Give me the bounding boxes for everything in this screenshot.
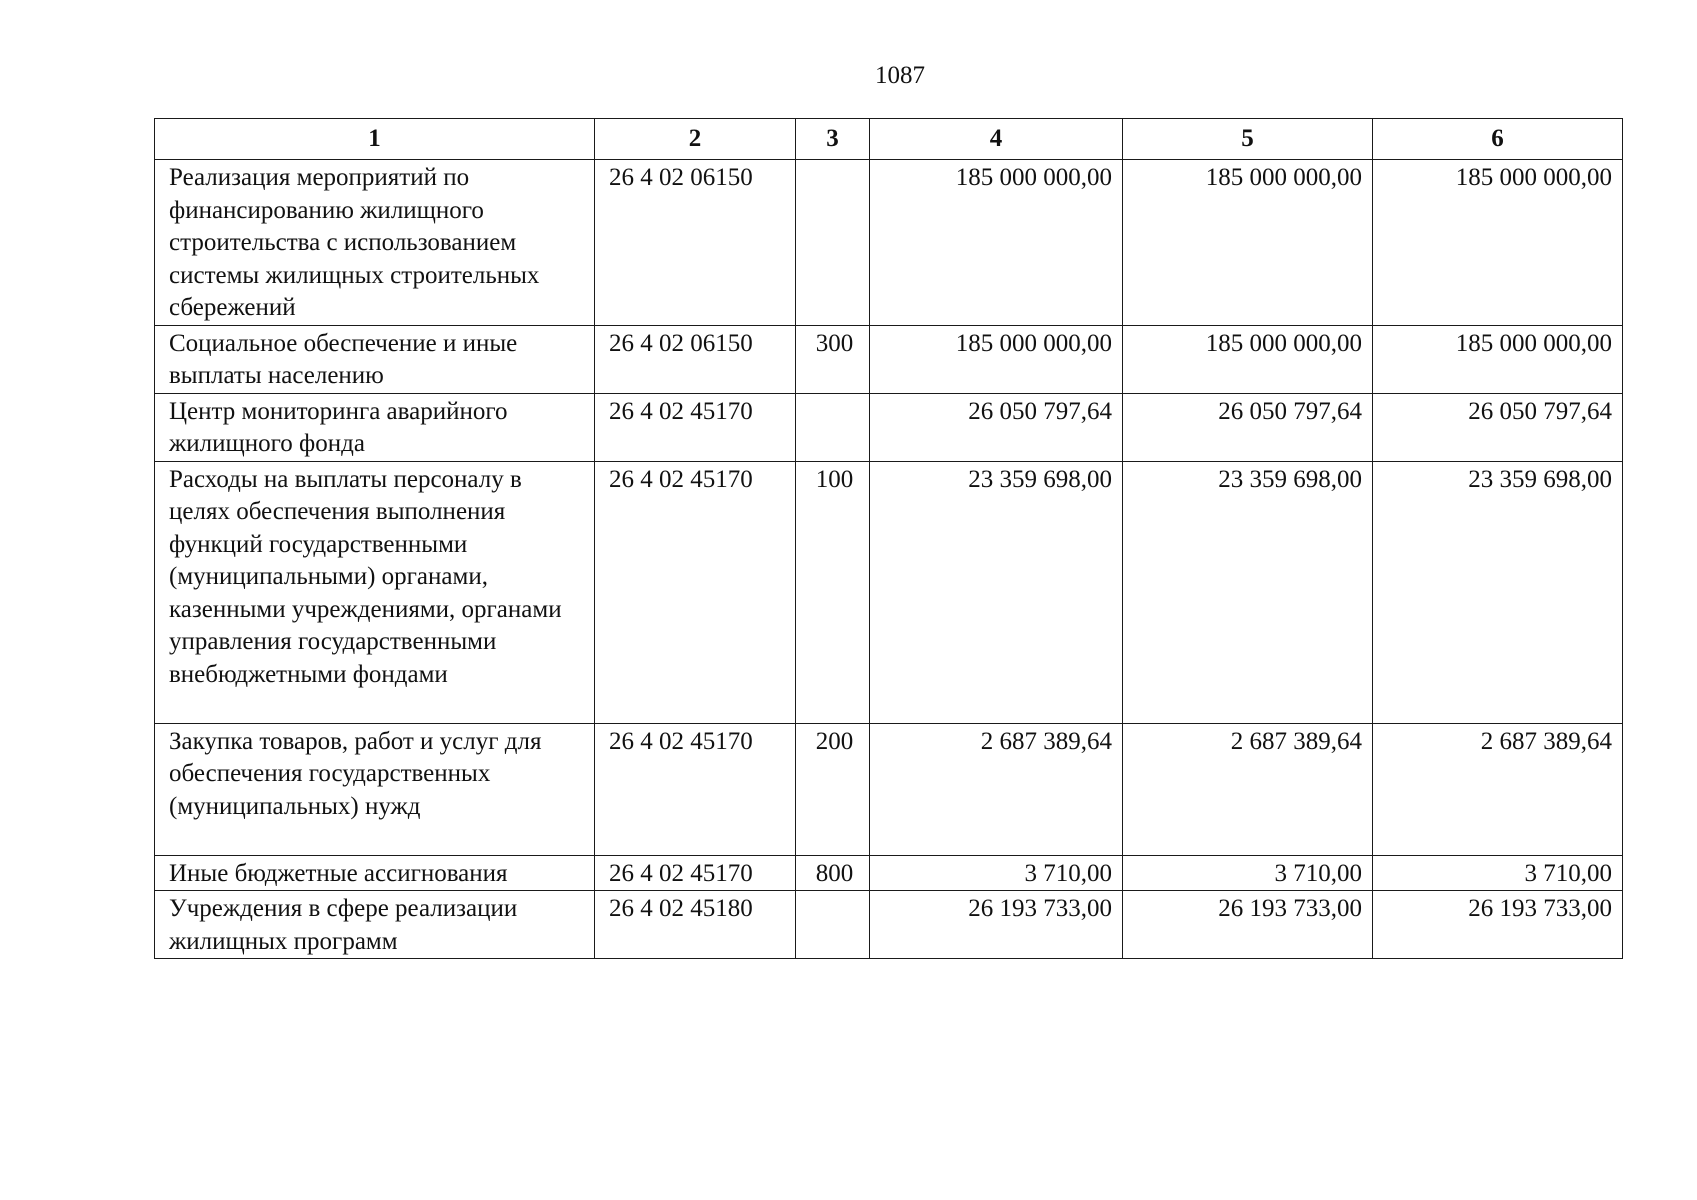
row-type: [796, 393, 870, 461]
column-header-6: 6: [1373, 119, 1623, 160]
row-code: 26 4 02 45170: [595, 461, 796, 723]
table-row: [155, 461, 1623, 723]
row-value-4: 26 050 797,64: [870, 393, 1123, 461]
row-value-6: 185 000 000,00: [1373, 160, 1623, 326]
row-type: 300: [796, 325, 870, 393]
row-value-5: 3 710,00: [1123, 855, 1373, 891]
row-value-6: 23 359 698,00: [1373, 461, 1623, 723]
row-type: [796, 891, 870, 959]
row-value-5: 26 193 733,00: [1123, 891, 1373, 959]
column-header-5: 5: [1123, 119, 1373, 160]
row-value-4: 26 193 733,00: [870, 891, 1123, 959]
row-value-5: 185 000 000,00: [1123, 325, 1373, 393]
row-type: 100: [796, 461, 870, 723]
row-name: Учреждения в сфере реализации жилищных программ: [155, 891, 595, 959]
row-name: Реализация мероприятий по финансированию жилищного строительства с использованием системы жилищных строительных сбережений: [155, 160, 595, 326]
row-type: 200: [796, 723, 870, 855]
column-header-3: 3: [796, 119, 870, 160]
row-name: Социальное обеспечение и иные выплаты населению: [155, 325, 595, 393]
row-type: 800: [796, 855, 870, 891]
row-code: 26 4 02 06150: [595, 325, 796, 393]
table-row: [155, 325, 1623, 393]
page-number: 1087: [875, 62, 925, 89]
row-value-6: 26 193 733,00: [1373, 891, 1623, 959]
row-value-6: 2 687 389,64: [1373, 723, 1623, 855]
budget-table: [154, 118, 1623, 959]
row-name: Центр мониторинга аварийного жилищного фонда: [155, 393, 595, 461]
row-value-4: 3 710,00: [870, 855, 1123, 891]
table-row: [155, 723, 1623, 855]
row-code: 26 4 02 45170: [595, 855, 796, 891]
table-row: [155, 891, 1623, 959]
row-value-6: 3 710,00: [1373, 855, 1623, 891]
row-value-4: 23 359 698,00: [870, 461, 1123, 723]
row-type: [796, 160, 870, 326]
row-value-5: 23 359 698,00: [1123, 461, 1373, 723]
table-row: [155, 160, 1623, 326]
row-value-6: 26 050 797,64: [1373, 393, 1623, 461]
column-header-4: 4: [870, 119, 1123, 160]
row-value-5: 26 050 797,64: [1123, 393, 1373, 461]
table-row: [155, 855, 1623, 891]
row-name: Расходы на выплаты персоналу в целях обеспечения выполнения функций государственными (муниципальными) органами, казенными учреждениями, органами управления государственными внебюджетными фондами: [155, 461, 595, 723]
row-value-5: 185 000 000,00: [1123, 160, 1373, 326]
row-value-4: 185 000 000,00: [870, 160, 1123, 326]
row-value-6: 185 000 000,00: [1373, 325, 1623, 393]
row-name: Иные бюджетные ассигнования: [155, 855, 595, 891]
table-header-row: [155, 119, 1623, 160]
row-value-5: 2 687 389,64: [1123, 723, 1373, 855]
column-header-1: 1: [155, 119, 595, 160]
row-code: 26 4 02 45180: [595, 891, 796, 959]
table-row: [155, 393, 1623, 461]
row-value-4: 185 000 000,00: [870, 325, 1123, 393]
column-header-2: 2: [595, 119, 796, 160]
row-name: Закупка товаров, работ и услуг для обеспечения государственных (муниципальных) нужд: [155, 723, 595, 855]
row-code: 26 4 02 45170: [595, 393, 796, 461]
row-value-4: 2 687 389,64: [870, 723, 1123, 855]
row-code: 26 4 02 06150: [595, 160, 796, 326]
row-code: 26 4 02 45170: [595, 723, 796, 855]
